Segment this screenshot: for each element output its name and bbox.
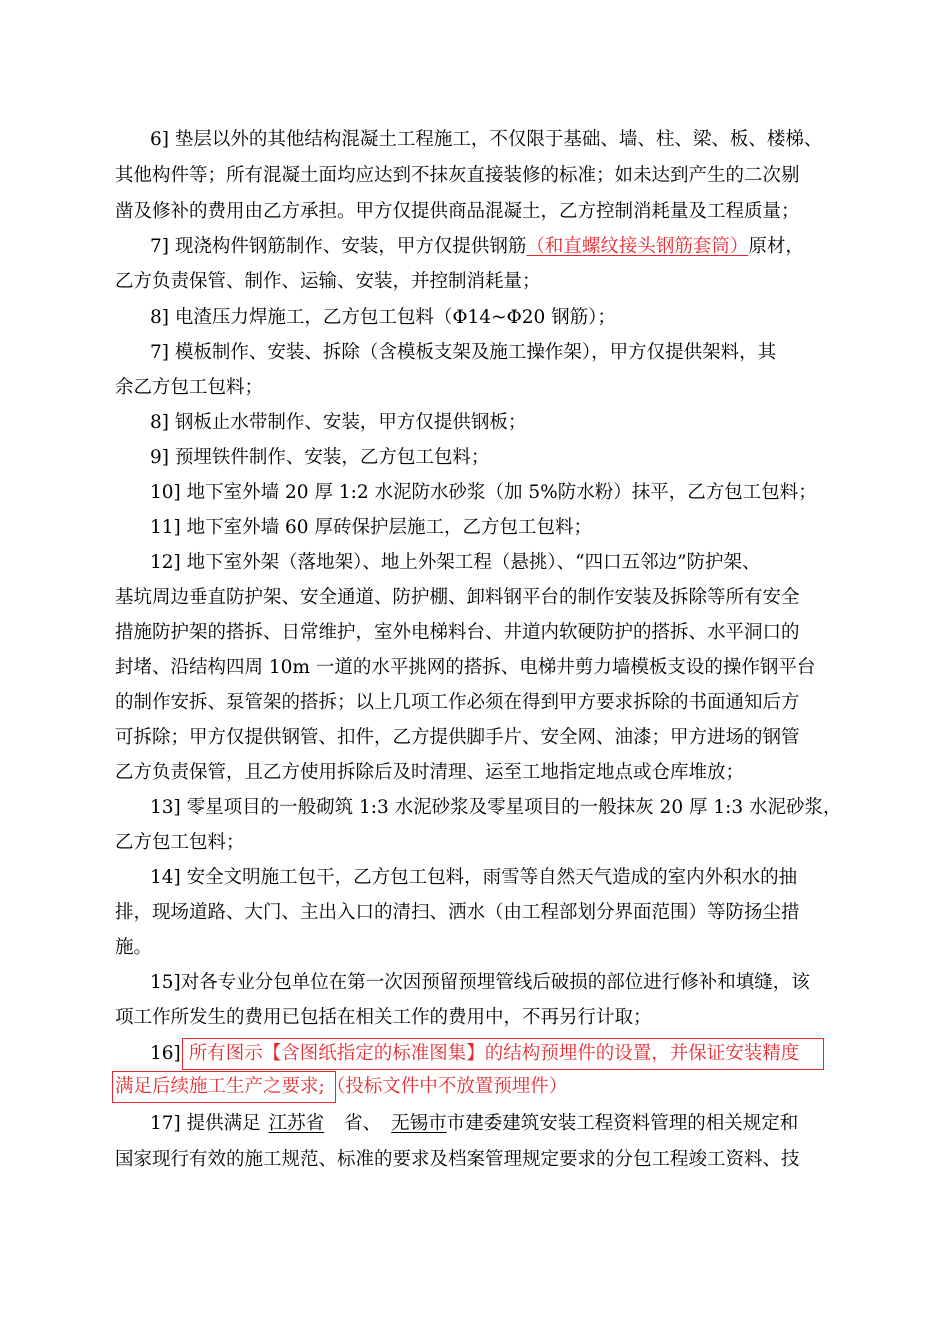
para-12-line-1: 12] 地下室外架（落地架）、地上外架工程（悬挑）、“四口五邻边”防护架、 — [150, 552, 761, 573]
para-14-line-2: 排，现场道路、大门、主出入口的清扫、洒水（由工程部划分界面范围）等防扬尘措 — [115, 902, 800, 923]
province-field: 江苏省 — [268, 1113, 325, 1134]
para-11-line-1: 11] 地下室外墙 60 厚砖保护层施工，乙方包工包料； — [150, 517, 592, 538]
para-17-text-c: 市建委建筑安装工程资料管理的相关规定和 — [446, 1113, 799, 1134]
tender-note: （投标文件中不放置预埋件） — [326, 1076, 568, 1097]
para-7a-line-2: 乙方负责保管、制作、运输、安装，并控制消耗量； — [115, 271, 541, 292]
para-8a-line-1: 8] 电渣压力焊施工，乙方包工包料（Φ14~Φ20 钢筋）； — [150, 307, 616, 328]
para-15-line-2: 项工作所发生的费用已包括在相关工作的费用中，不再另行计取； — [115, 1007, 652, 1028]
para-16-line-2 — [115, 1075, 567, 1099]
para-6-line-2: 其他构件等；所有混凝土面均应达到不抹灰直接装修的标准；如未达到产生的二次剔 — [115, 165, 800, 186]
para-17-text-b: 省、 — [344, 1113, 382, 1134]
para-12-line-4: 封堵、沿结构四周 10m 一道的水平挑网的搭拆、电梯井剪力墙模板支设的操作钢平台 — [115, 657, 816, 678]
para-17-text: 17] 提供满足 — [150, 1113, 261, 1134]
para-14-line-1: 14] 安全文明施工包干，乙方包工包料，雨雪等自然天气造成的室内外积水的抽 — [150, 867, 798, 888]
rebar-sleeve-annotation: （和直螺纹接头钢筋套筒） — [526, 236, 749, 257]
para-17-line-1 — [150, 1112, 798, 1136]
para-16-number: 16] — [150, 1043, 181, 1064]
para-8b-line-1: 8] 钢板止水带制作、安装，甲方仅提供钢板； — [150, 412, 527, 433]
para-16-revision-text-cont: 满足后续施工生产之要求; — [115, 1076, 325, 1097]
para-14-line-3: 施。 — [115, 937, 153, 958]
para-7a-text-end: 原材， — [748, 236, 804, 257]
para-13-line-1: 13] 零星项目的一般砌筑 1:3 水泥砂浆及零星项目的一般抹灰 20 厚 1:3 水泥砂浆， — [150, 797, 842, 818]
city-field: 无锡市 — [391, 1113, 447, 1134]
para-12-line-2: 基坑周边垂直防护架、安全通道、防护棚、卸料钢平台的制作安装及拆除等所有安全 — [115, 587, 800, 608]
para-12-line-6: 可拆除；甲方仅提供钢管、扣件，乙方提供脚手片、安全网、油漆；甲方进场的钢管 — [115, 727, 800, 748]
para-12-line-7: 乙方负责保管，且乙方使用拆除后及时清理、运至工地指定地点或仓库堆放； — [115, 762, 745, 783]
para-7a-text: 7] 现浇构件钢筋制作、安装，甲方仅提供钢筋 — [150, 236, 527, 257]
para-9-line-1: 9] 预埋铁件制作、安装，乙方包工包料； — [150, 447, 490, 468]
para-7a-line-1 — [150, 235, 804, 259]
para-15-line-1: 15]对各专业分包单位在第一次因预留预埋管线后破损的部位进行修补和填缝，该 — [150, 972, 810, 993]
para-12-line-3: 措施防护架的搭拆、日常维护，室外电梯料台、井道内软硬防护的搭拆、水平洞口的 — [115, 622, 800, 643]
para-6-line-3: 凿及修补的费用由乙方承担。甲方仅提供商品混凝土，乙方控制消耗量及工程质量； — [115, 201, 800, 222]
para-12-line-5: 的制作安拆、泵管架的搭拆；以上几项工作必须在得到甲方要求拆除的书面通知后方 — [115, 692, 800, 713]
para-17-line-2: 国家现行有效的施工规范、标准的要求及档案管理规定要求的分包工程竣工资料、技 — [115, 1149, 800, 1170]
para-16-line-1 — [150, 1042, 799, 1066]
para-7b-line-1: 7] 模板制作、安装、拆除（含模板支架及施工操作架），甲方仅提供架料，其 — [150, 342, 777, 363]
para-6-line-1: 6] 垫层以外的其他结构混凝土工程施工，不仅限于基础、墙、柱、梁、板、楼梯、 — [150, 129, 823, 150]
para-10-line-1: 10] 地下室外墙 20 厚 1:2 水泥防水砂浆（加 5%防水粉）抹平，乙方包工包料； — [150, 482, 817, 503]
para-16-revision-text: 所有图示【含图纸指定的标准图集】的结构预埋件的设置，并保证安装精度 — [188, 1043, 800, 1064]
para-7b-line-2: 余乙方包工包料； — [115, 377, 264, 398]
para-13-line-2: 乙方包工包料； — [115, 832, 245, 853]
